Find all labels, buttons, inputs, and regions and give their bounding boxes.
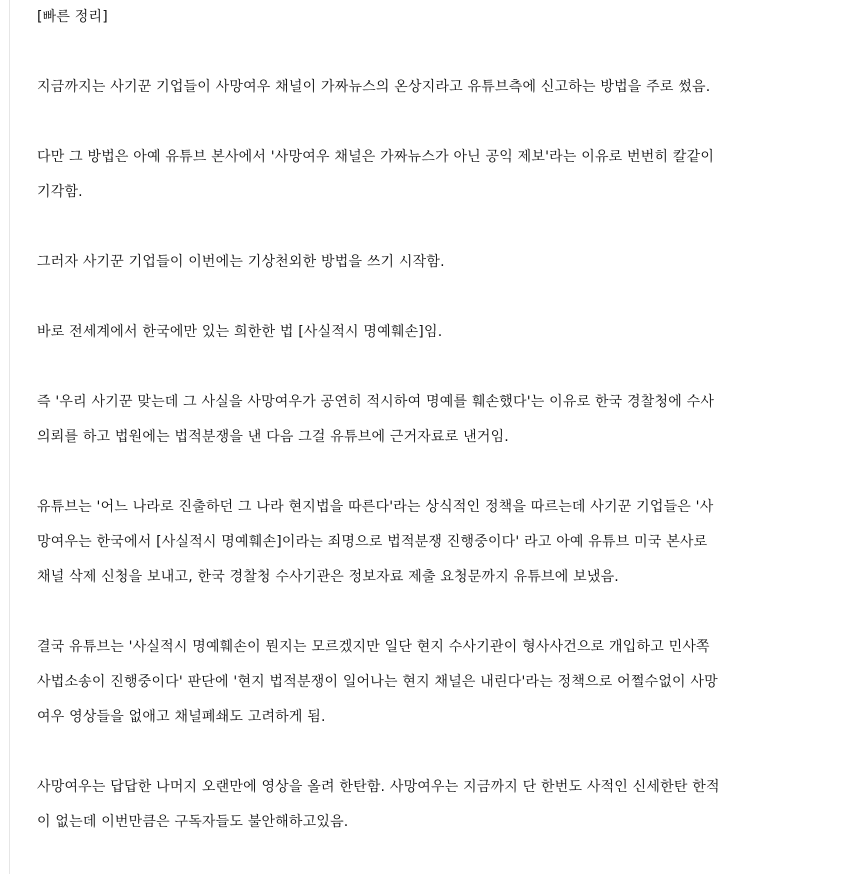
post-body	[37, 0, 837, 840]
left-border-rule	[9, 0, 10, 874]
paragraph-gap	[37, 455, 837, 490]
paragraph-2	[37, 140, 837, 210]
paragraph-gap	[37, 595, 837, 630]
paragraph-6	[37, 490, 837, 595]
paragraph-line: 사망여우는 답답한 나머지 오랜만에 영상을 올려 한탄함. 사망여우는 지금까지 단 한번도 사적인 신세한탄 한적	[37, 779, 720, 795]
heading-text: [빠른 정리]	[37, 9, 108, 25]
paragraph-line: 망여우는 한국에서 [사실적시 명예훼손]이라는 죄명으로 법적분쟁 진행중이다' 라고 아예 유튜브 미국 본사로	[37, 534, 708, 550]
paragraph-gap	[37, 280, 837, 315]
paragraph-line: 채널 삭제 신청을 보내고, 한국 경찰청 수사기관은 정보자료 제출 요청문까지 유튜브에 보냈음.	[37, 569, 619, 585]
paragraph-line: 즉 '우리 사기꾼 맞는데 그 사실을 사망여우가 공연히 적시하여 명예를 훼손했다'는 이유로 한국 경찰청에 수사	[37, 394, 715, 410]
paragraph-gap	[37, 350, 837, 385]
paragraph-line: 의뢰를 하고 법원에는 법적분쟁을 낸 다음 그걸 유튜브에 근거자료로 낸거임.	[37, 429, 509, 445]
paragraph-line: 결국 유튜브는 '사실적시 명예훼손이 뭔지는 모르겠지만 일단 현지 수사기관이 형사사건으로 개입하고 민사쪽	[37, 639, 710, 655]
paragraph-5	[37, 385, 837, 455]
paragraph-1	[37, 70, 837, 105]
paragraph-3	[37, 245, 837, 280]
paragraph-line: 유튜브는 '어느 나라로 진출하던 그 나라 현지법을 따른다'라는 상식적인 정책을 따르는데 사기꾼 기업들은 '사	[37, 499, 714, 515]
paragraph-gap	[37, 735, 837, 770]
paragraph-gap	[37, 105, 837, 140]
paragraph-line: 지금까지는 사기꾼 기업들이 사망여우 채널이 가짜뉴스의 온상지라고 유튜브측에 신고하는 방법을 주로 썼음.	[37, 79, 711, 95]
paragraph-line: 여우 영상들을 없애고 채널폐쇄도 고려하게 됨.	[37, 709, 326, 725]
paragraph-7	[37, 630, 837, 735]
post-heading	[37, 0, 837, 35]
paragraph-line: 바로 전세계에서 한국에만 있는 희한한 법 [사실적시 명예훼손]임.	[37, 324, 443, 340]
paragraph-4	[37, 315, 837, 350]
paragraph-line: 기각함.	[37, 184, 83, 200]
paragraph-line: 사법소송이 진행중이다' 판단에 '현지 법적분쟁이 일어나는 현지 채널은 내린다'라는 정책으로 어쩔수없이 사망	[37, 674, 718, 690]
paragraph-line: 이 없는데 이번만큼은 구독자들도 불안해하고있음.	[37, 814, 349, 830]
paragraph-8	[37, 770, 837, 840]
paragraph-gap	[37, 210, 837, 245]
paragraph-line: 다만 그 방법은 아예 유튜브 본사에서 '사망여우 채널은 가짜뉴스가 아닌 공익 제보'라는 이유로 번번히 칼같이	[37, 149, 715, 165]
paragraph-line: 그러자 사기꾼 기업들이 이번에는 기상천외한 방법을 쓰기 시작함.	[37, 254, 445, 270]
paragraph-gap	[37, 35, 837, 70]
